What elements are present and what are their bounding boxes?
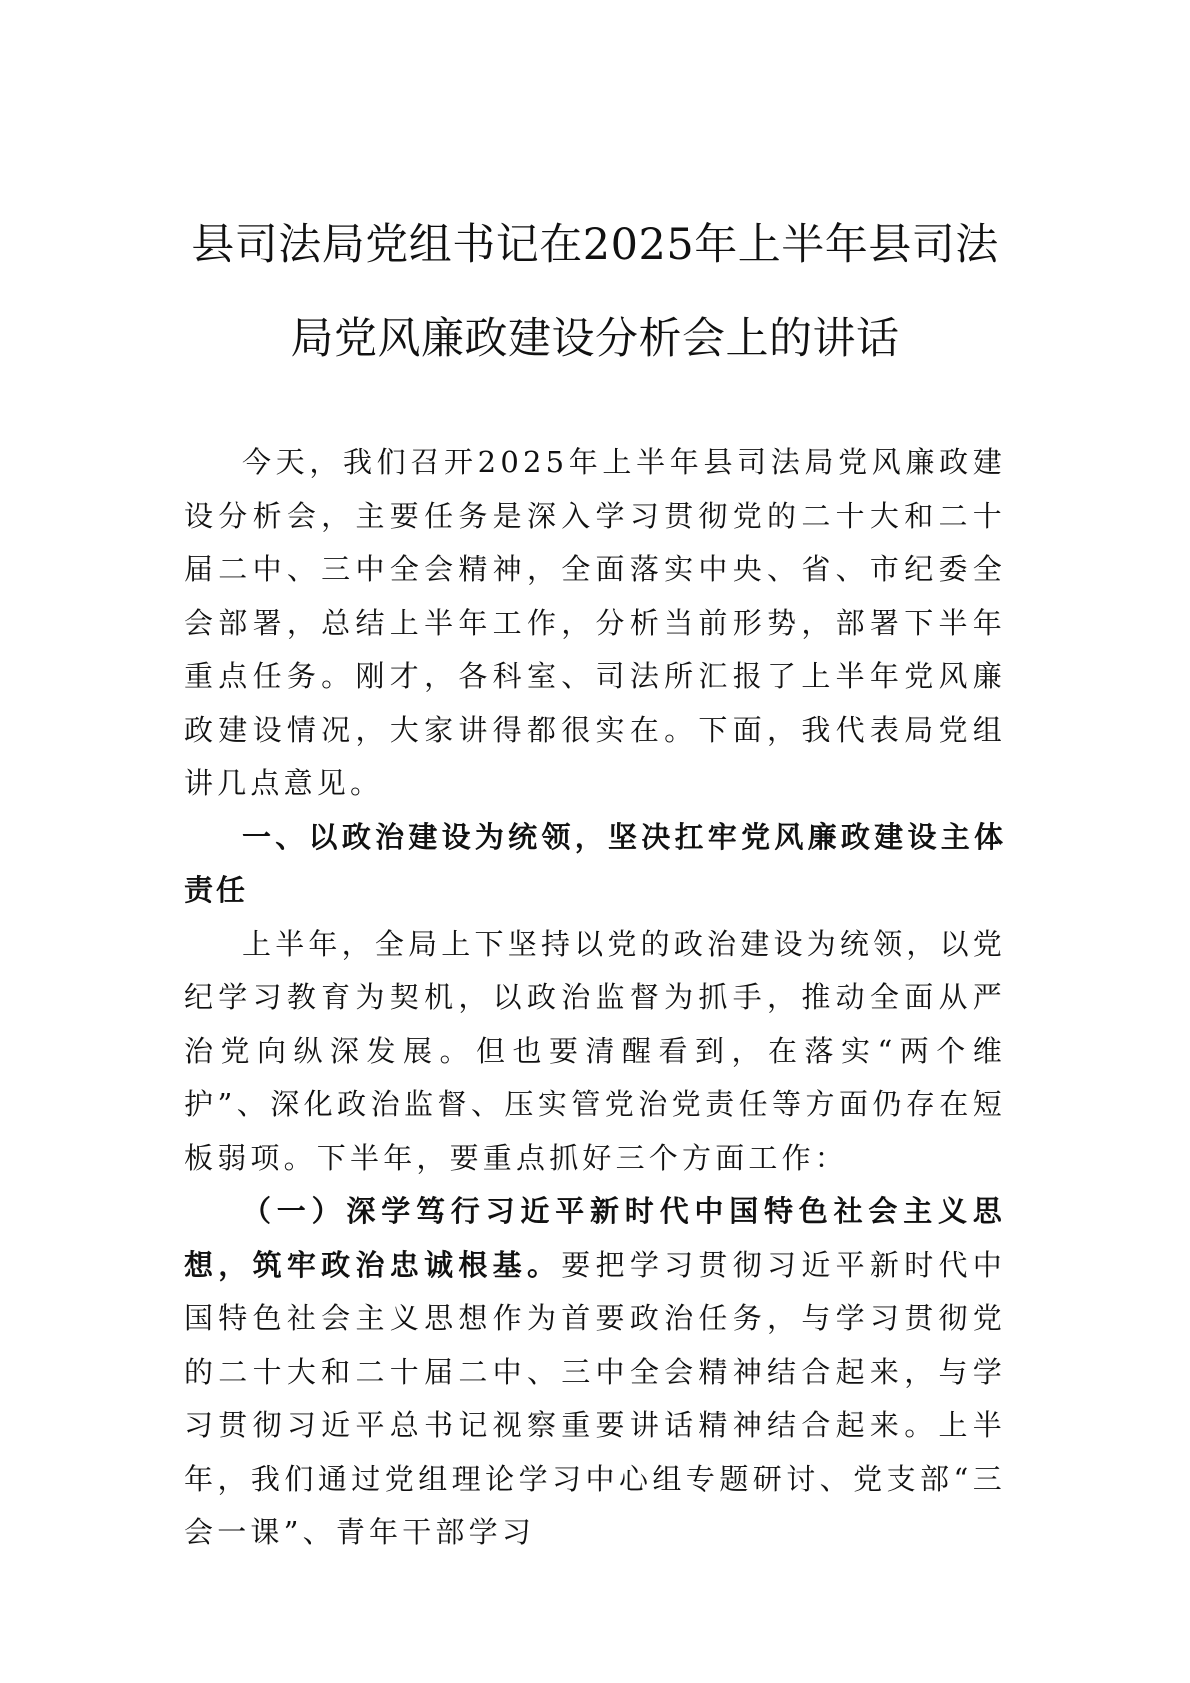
- title-line-1: 县司法局党组书记在2025年上半年县司法: [191, 220, 999, 270]
- document-body: [184, 436, 1006, 1560]
- document-title: [160, 198, 1030, 386]
- paragraph-subsection-1: [184, 1185, 1006, 1560]
- subsection-1-text: 要把学习贯彻习近平新时代中国特色社会主义思想作为首要政治任务，与学习贯彻党的二十大和二十届二中、三中全会精神结合起来，与学习贯彻习近平总书记视察重要讲话精神结合起来。上半年，我们通过党组理论学习中心组专题研讨、党支部“三会一课”、青年干部学习: [184, 1247, 1006, 1549]
- title-line-2: 局党风廉政建设分析会上的讲话: [290, 314, 900, 364]
- paragraph-section-1: 上半年，全局上下坚持以党的政治建设为统领，以党纪学习教育为契机，以政治监督为抓手，推动全面从严治党向纵深发展。但也要清醒看到，在落实“两个维护”、深化政治监督、压实管党治党责任等方面仍存在短板弱项。下半年，要重点抓好三个方面工作：: [184, 926, 1006, 1175]
- paragraph-opening: 今天，我们召开2025年上半年县司法局党风廉政建设分析会，主要任务是深入学习贯彻党的二十大和二十届二中、三中全会精神，全面落实中央、省、市纪委全会部署，总结上半年工作，分析当前形势，部署下半年重点任务。刚才，各科室、司法所汇报了上半年党风廉政建设情况，大家讲得都很实在。下面，我代表局党组讲几点意见。: [184, 445, 1006, 800]
- subsection-1-heading: （一）深学笃行习近平新时代中国特色社会主义思想，筑牢政治忠诚根基。: [184, 1194, 1006, 1282]
- section-heading-1: 一、以政治建设为统领，坚决扛牢党风廉政建设主体责任: [184, 819, 1006, 907]
